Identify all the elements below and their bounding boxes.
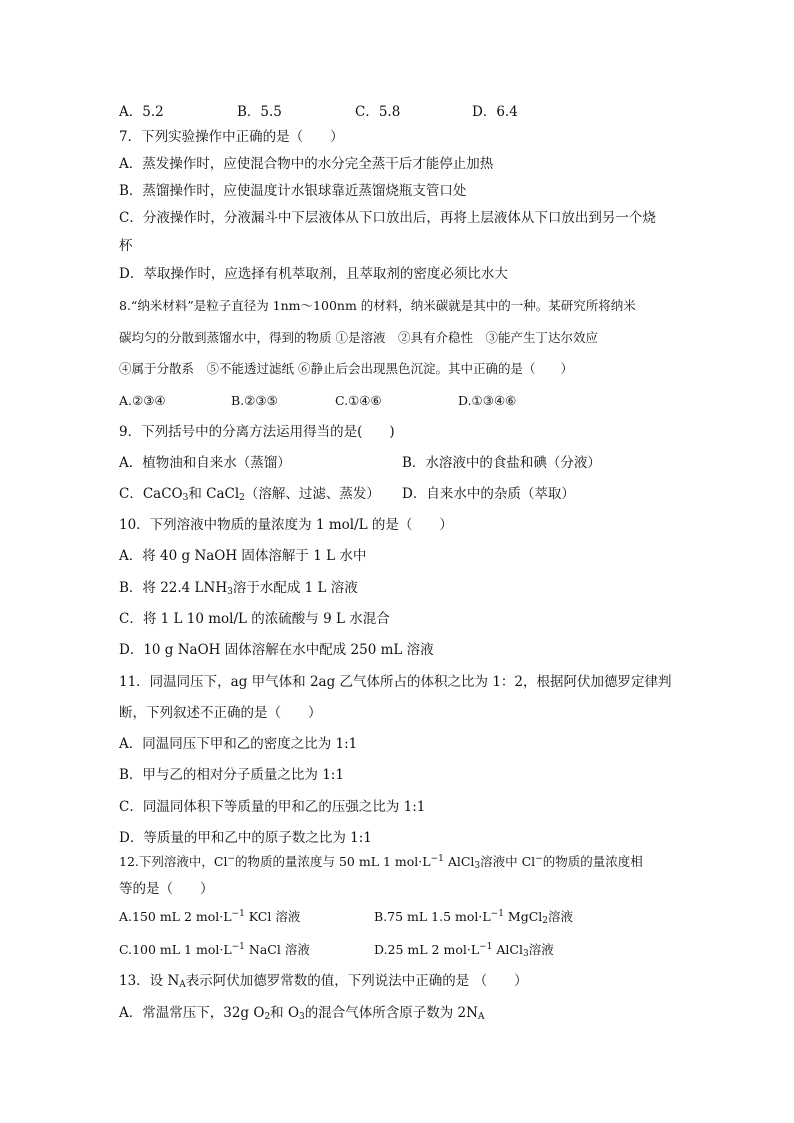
q9-option-a: A．植物油和自来水（蒸馏）: [119, 455, 291, 471]
q11-option-c: C．同温同体积下等质量的甲和乙的压强之比为 1:1: [119, 799, 426, 815]
q9-options-row2: [119, 485, 679, 503]
q9-options-row1: [119, 454, 679, 472]
q7-option-c-cont: 杯: [119, 238, 133, 254]
q6-options: [119, 103, 679, 121]
q9-stem: 9．下列括号中的分离方法运用得当的是( ): [119, 424, 395, 440]
q8-option-a: A.②③④: [119, 393, 166, 408]
q11-stem-line2: 断，下列叙述不正确的是（ ）: [119, 705, 322, 721]
q11-stem-line1: 11．同温同压下，ag 甲气体和 2ag 乙气体所占的体积之比为 1：2，根据阿伏加德罗定律判: [119, 674, 672, 690]
q11-option-a: A．同温同压下甲和乙的密度之比为 1:1: [119, 736, 358, 752]
q8-stem-line2: 碳均匀的分散到蒸馏水中，得到的物质 ①是溶液 ②具有介稳性 ③能产生丁达尔效应: [119, 330, 598, 345]
q8-option-b: B.②③⑤: [231, 393, 278, 408]
q7-option-a: A．蒸发操作时，应使混合物中的水分完全蒸干后才能停止加热: [119, 156, 494, 172]
q8-option-c: C.①④⑥: [335, 393, 382, 408]
q6-option-a: A．5.2: [119, 104, 164, 120]
q12-option-d: D.25 mL 2 $mol\cdot L^{-1}$ AlCl$_3$溶液: [374, 942, 554, 959]
q11-option-b: B．甲与乙的相对分子质量之比为 1:1: [119, 767, 344, 783]
q9-option-c: C．CaCO$_3$和 CaCl$_2$（溶解、过滤、蒸发）: [119, 486, 380, 503]
q7-option-c: C．分液操作时，分液漏斗中下层液体从下口放出后，再将上层液体从下口放出到另一个烧: [119, 210, 656, 226]
q10-option-d: D．10 g NaOH 固体溶解在水中配成 250 mL 溶液: [119, 642, 434, 658]
q11-option-d: D．等质量的甲和乙中的原子数之比为 1:1: [119, 830, 372, 846]
q7-stem: 7．下列实验操作中正确的是（ ）: [119, 129, 344, 145]
q8-stem-line1: 8.“纳米材料”是粒子直径为 1nm～100nm 的材料，纳米碳就是其中的一种。某研究所将纳米: [119, 298, 636, 313]
q9-option-b: B．水溶液中的食盐和碘（分液）: [402, 455, 601, 471]
q13-stem: 13．设 $N_A$表示阿伏加德罗常数的值，下列说法中正确的是 （ ）: [119, 973, 528, 990]
q12-option-b: B.75 mL 1.5 $mol\cdot L^{-1}$ MgCl$_2$溶液: [374, 909, 574, 926]
q13-option-a: A．常温常压下，32g $O_2$和 $O_3$的混合气体所含原子数为 $2N_A$: [119, 1005, 485, 1022]
q10-option-b: B．将 22.4 $LNH_3$溶于水配成 1 L 溶液: [119, 580, 358, 597]
q8-options: [119, 392, 679, 410]
q7-option-b: B．蒸馏操作时，应使温度计水银球靠近蒸馏烧瓶支管口处: [119, 183, 467, 199]
q12-option-c: C.100 mL 1 $mol\cdot L^{-1}$ NaCl 溶液: [119, 942, 310, 957]
q12-stem-line1: 12.下列溶液中，Cl−的物质的量浓度与 50 mL 1 $mol\cdot L^{-1}$ AlCl$_3$溶液中 Cl−的物质的量浓度相: [119, 854, 643, 871]
q7-option-d: D．萃取操作时，应选择有机萃取剂，且萃取剂的密度必须比水大: [119, 266, 508, 282]
q10-option-c: C．将 1 L 10 mol/L 的浓硫酸与 9 L 水混合: [119, 611, 390, 627]
q10-option-a: A．将 40 g NaOH 固体溶解于 1 L 水中: [119, 548, 367, 564]
q12-options-row2: [119, 941, 679, 959]
q12-options-row1: [119, 908, 679, 926]
q12-stem-line2: 等的是（ ）: [119, 881, 214, 897]
q6-option-d: D．6.4: [472, 104, 518, 120]
q6-option-c: C．5.8: [355, 104, 401, 120]
q12-option-a: A.150 mL 2 $mol\cdot L^{-1}$ KCl 溶液: [119, 909, 301, 924]
q8-option-d: D.①③④⑥: [458, 393, 517, 408]
q10-stem: 10．下列溶液中物质的量浓度为 1 mol/L 的是（ ）: [119, 517, 453, 533]
q6-option-b: B．5.5: [237, 104, 282, 120]
q8-stem-line3: ④属于分散系 ⑤不能透过滤纸 ⑥静止后会出现黑色沉淀。其中正确的是（ ）: [119, 361, 573, 376]
q9-option-d: D．自来水中的杂质（萃取）: [402, 486, 575, 502]
